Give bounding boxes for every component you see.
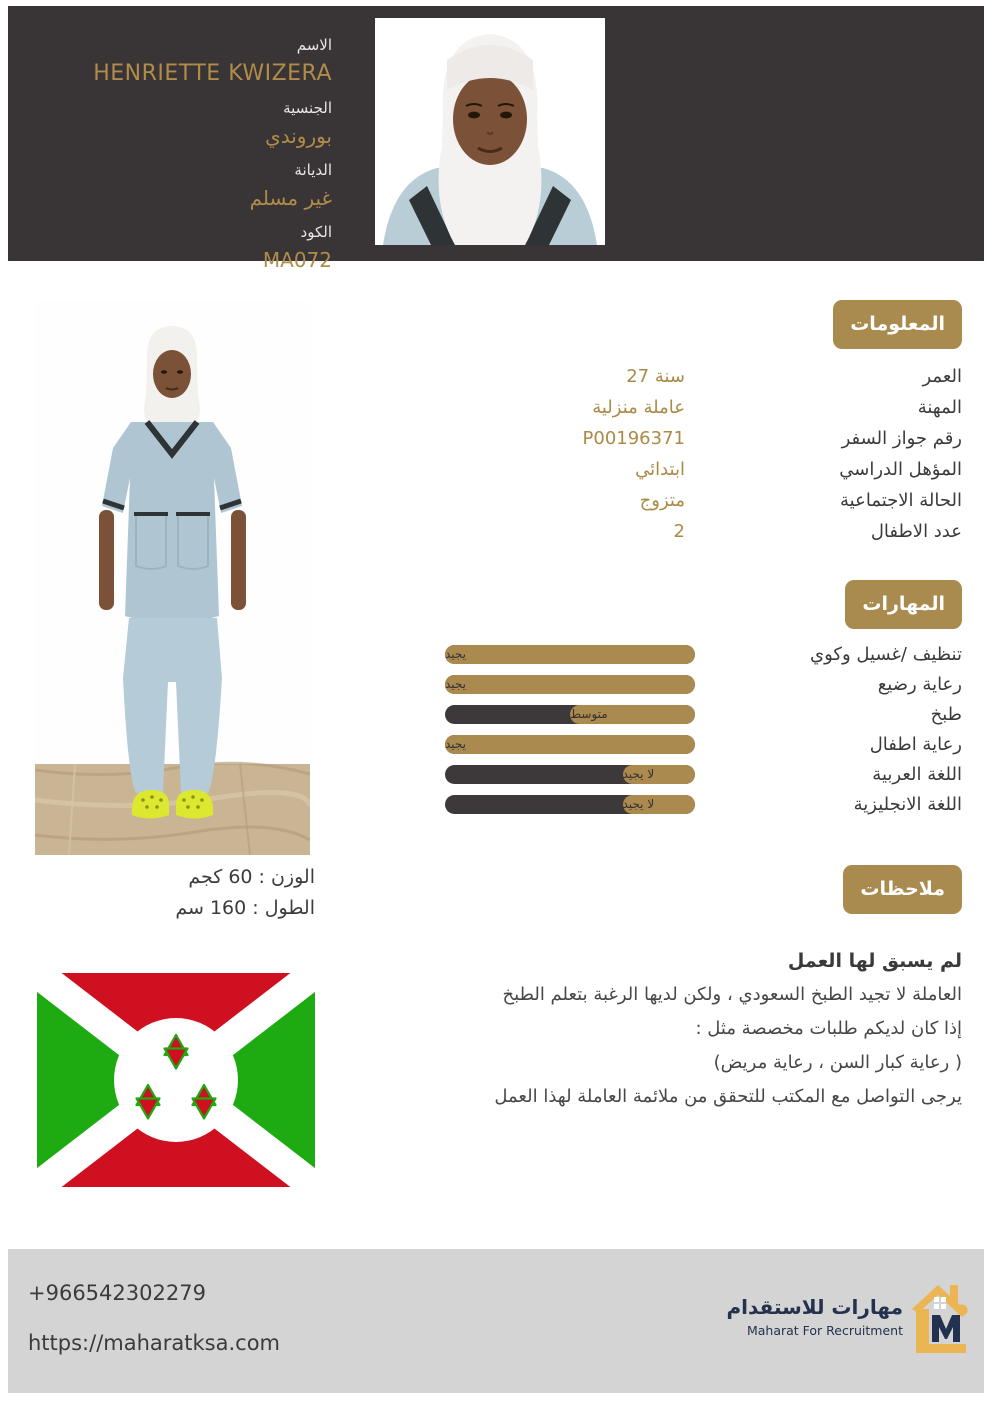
info-label: المؤهل الدراسي	[839, 459, 962, 480]
info-row-education	[430, 457, 962, 488]
info-section-title: المعلومات	[833, 300, 962, 349]
weight-text: الوزن : 60 كجم	[188, 866, 315, 888]
info-label: رقم جواز السفر	[841, 428, 962, 449]
skill-level-label: متوسط	[570, 707, 608, 721]
skill-label: تنظيف /غسيل وكوي	[810, 644, 962, 665]
skill-progressbar	[445, 645, 695, 664]
footer-banner	[8, 1249, 984, 1393]
info-value: 2	[673, 521, 685, 542]
nationality-value: بوروندي	[265, 124, 332, 148]
header-banner	[8, 6, 984, 272]
info-row-children	[430, 519, 962, 550]
agency-logo	[726, 1279, 970, 1353]
skill-level-label: يجيد	[445, 677, 467, 691]
info-value: متزوج	[639, 490, 685, 511]
burundi-flag	[37, 973, 315, 1187]
skill-row-cooking	[430, 701, 962, 731]
info-row-marital-status	[430, 488, 962, 519]
worker-name: HENRIETTE KWIZERA	[93, 61, 332, 86]
skill-progress-fill	[445, 735, 695, 754]
info-row-age	[430, 364, 962, 395]
info-label: الحالة الاجتماعية	[840, 490, 962, 511]
notes-heading: لم يسبق لها العمل	[787, 950, 962, 972]
skill-progress-fill	[623, 765, 696, 784]
skill-progress-fill	[570, 705, 695, 724]
skill-level-label: يجيد	[445, 647, 467, 661]
skill-progress-fill	[445, 645, 695, 664]
agency-logo-text	[726, 1295, 903, 1338]
house-logo-icon	[910, 1279, 970, 1353]
worker-portrait-photo	[375, 18, 605, 245]
skills-list	[430, 641, 962, 821]
skill-progressbar	[445, 735, 695, 754]
skill-row-arabic	[430, 761, 962, 791]
burundi-flag-graphic	[37, 973, 315, 1187]
skills-section-title: المهارات	[845, 580, 962, 629]
info-label: المهنة	[917, 397, 962, 418]
portrait-illustration	[375, 18, 605, 245]
agency-name-english: Maharat For Recruitment	[746, 1322, 903, 1338]
religion-label: الديانة	[294, 161, 332, 179]
skill-label: طبخ	[930, 704, 962, 725]
skill-row-child-care	[430, 731, 962, 761]
skill-progressbar	[445, 795, 695, 814]
name-label: الاسم	[296, 36, 332, 54]
nationality-label: الجنسية	[283, 99, 332, 117]
info-value: 27 سنة	[626, 366, 685, 387]
website-link[interactable]: https://maharatksa.com	[28, 1331, 281, 1355]
code-value: MA072	[262, 248, 332, 272]
notes-line: العاملة لا تجيد الطبخ السعودي ، ولكن لديها الرغبة بتعلم الطبخ	[502, 984, 962, 1005]
skill-level-label: يجيد	[445, 737, 467, 751]
notes-line: إذا كان لديكم طلبات مخصصة مثل :	[695, 1018, 962, 1039]
info-value: عاملة منزلية	[592, 397, 685, 418]
skill-row-infant-care	[430, 671, 962, 701]
skill-label: اللغة العربية	[872, 764, 962, 785]
info-table	[430, 364, 962, 550]
height-text: الطول : 160 سم	[175, 897, 315, 919]
skill-level-label: لا يجيد	[622, 767, 655, 781]
info-label: العمر	[922, 366, 962, 387]
agency-name-arabic: مهارات للاستقدام	[726, 1294, 903, 1319]
fullbody-illustration	[35, 300, 310, 855]
worker-fullbody-photo	[35, 300, 310, 855]
skill-progressbar	[445, 675, 695, 694]
phone-number-link[interactable]: +966542302279	[28, 1281, 206, 1305]
skill-row-english	[430, 791, 962, 821]
skill-progressbar	[445, 765, 695, 784]
skill-label: رعاية رضيع	[877, 674, 962, 695]
info-value: ابتدائي	[635, 459, 685, 480]
skill-level-label: لا يجيد	[622, 797, 655, 811]
info-row-profession	[430, 395, 962, 426]
body-measurements	[35, 862, 315, 924]
notes-line: يرجى التواصل مع المكتب للتحقق من ملائمة العاملة لهذا العمل	[494, 1086, 962, 1107]
info-label: عدد الاطفال	[870, 521, 962, 542]
skill-label: اللغة الانجليزية	[853, 794, 962, 815]
skill-label: رعاية اطفال	[869, 734, 962, 755]
religion-value: غير مسلم	[249, 186, 332, 210]
info-value: P00196371	[582, 428, 685, 449]
code-label: الكود	[300, 223, 332, 241]
skill-progress-fill	[623, 795, 696, 814]
info-row-passport	[430, 426, 962, 457]
skill-row-cleaning	[430, 641, 962, 671]
notes-section-title: ملاحظات	[843, 865, 962, 914]
notes-block	[422, 944, 962, 1114]
skill-progress-fill	[445, 675, 695, 694]
skill-progressbar	[445, 705, 695, 724]
header-fields	[20, 36, 332, 285]
notes-line: ( رعاية كبار السن ، رعاية مريض)	[713, 1052, 962, 1073]
